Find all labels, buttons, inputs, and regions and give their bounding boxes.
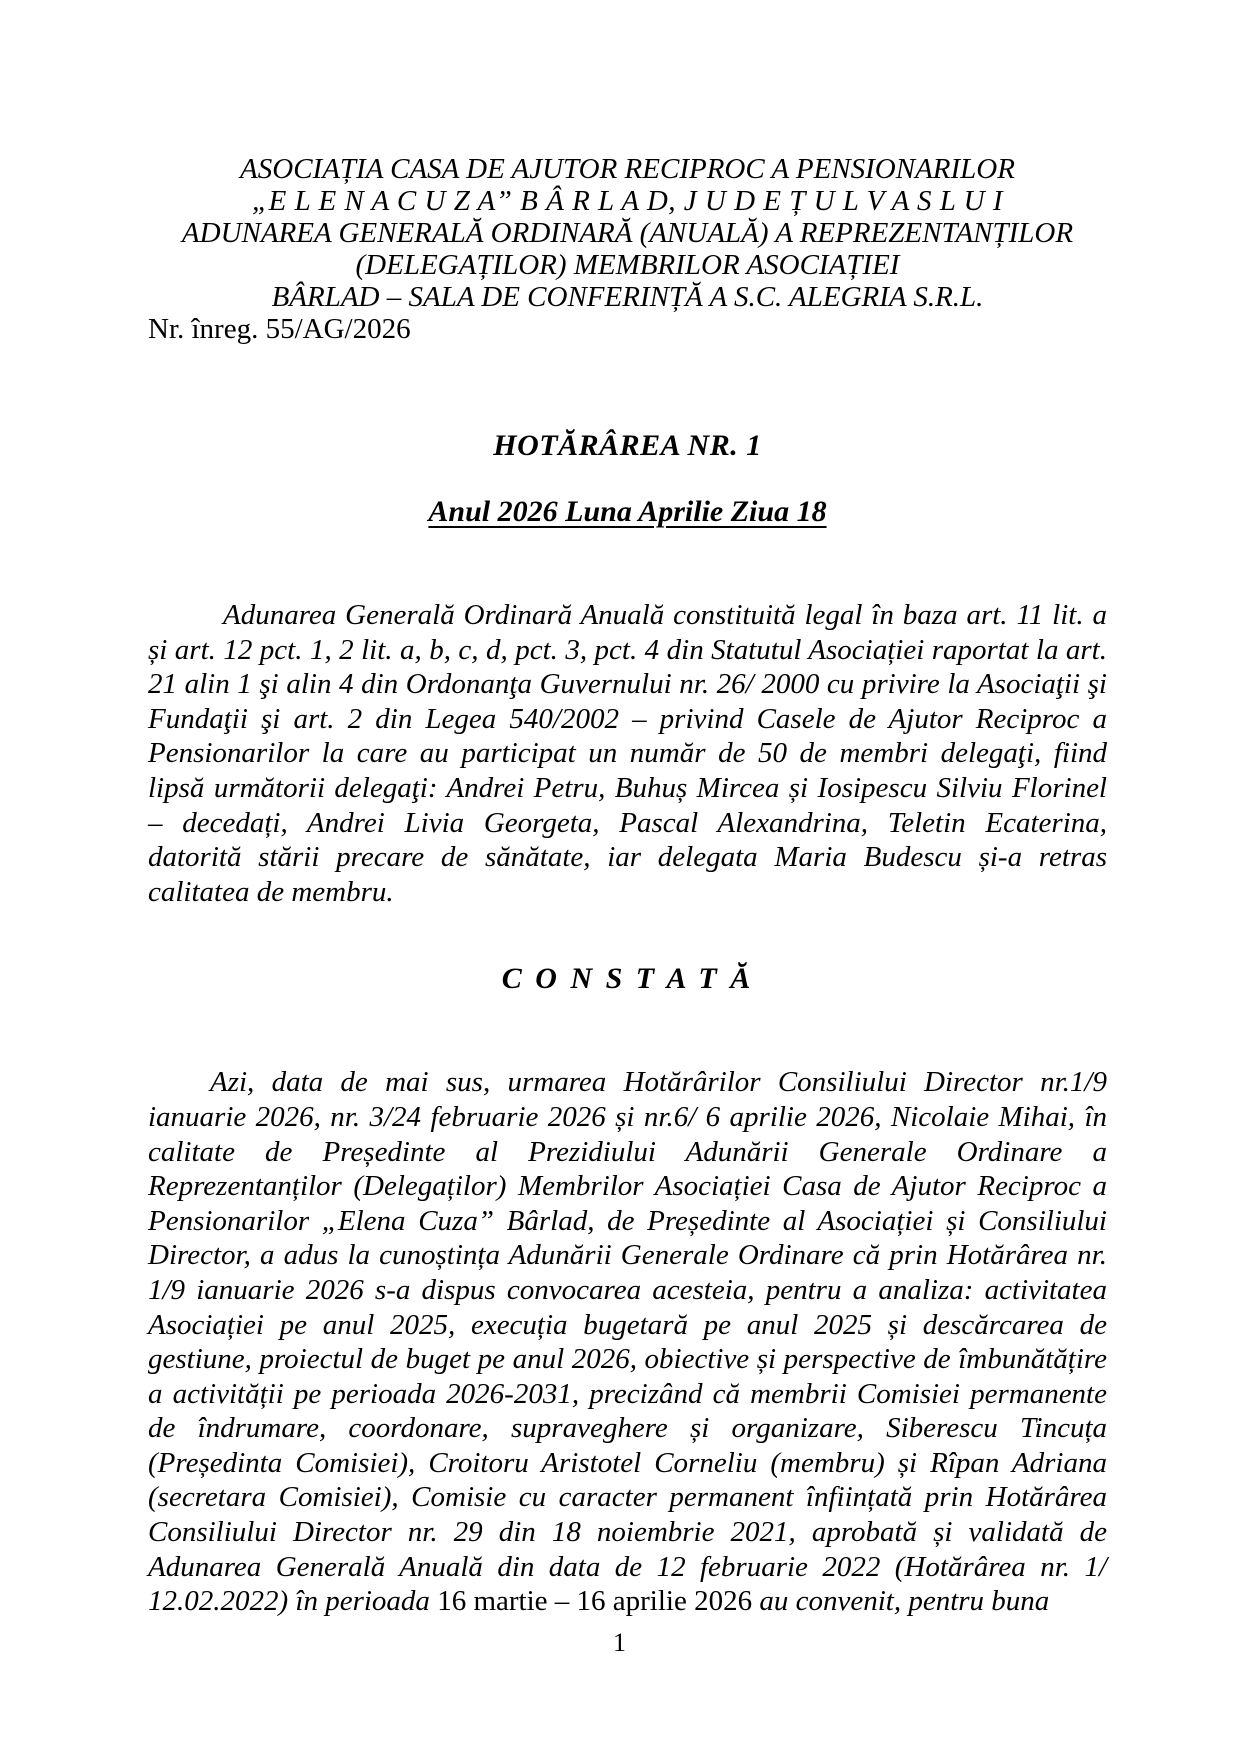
header-association-subname: „E L E N A C U Z A” B Â R L A D, J U D E Ț U L V A S L U I bbox=[252, 185, 1003, 217]
decision-title: HOTĂRÂREA NR. 1 bbox=[493, 429, 762, 462]
header-association-name: ASOCIAȚIA CASA DE AJUTOR RECIPROC A PENSIONARILOR bbox=[240, 153, 1015, 185]
decision-date-line: Anul 2026 Luna Aprilie Ziua 18 bbox=[428, 495, 827, 528]
findings-text-after-dates: au convenit, pentru buna bbox=[752, 1585, 1050, 1618]
header-location-line: BÂRLAD – SALA DE CONFERINȚĂ A S.C. ALEGRIA S.R.L. bbox=[271, 281, 984, 313]
document-header bbox=[148, 153, 1107, 313]
paragraph-legal-basis: Adunarea Generală Ordinară Anuală constituită legal în baza art. 11 lit. a și art. 12 pct. 1, 2 lit. a, b, c, d, pct. 3, pct. 4 din Statutul Asociației raportat la art. 21 alin 1 şi alin 4 din Ordonanţa Guvernului nr. 26/ 2000 cu privire la Asociaţii şi Fundaţii şi art. 2 din Legea 540/2002 – privind Casele de Ajutor Reciproc a Pensionarilor la care au participat un număr de 50 de membri delegaţi, fiind lipsă următorii delegaţi: Andrei Petru, Buhuș Mircea și Iosipescu Silviu Florinel – decedați, Andrei Livia Georgeta, Pascal Alexandrina, Teletin Ecaterina, datorită stării precare de sănătate, iar delegata Maria Budescu și-a retras calitatea de membru. bbox=[148, 599, 1107, 908]
findings-text-before-dates: Azi, data de mai sus, urmarea Hotărârilor Consiliului Director nr.1/9 ianuarie 2026, nr. 3/24 februarie 2026 și nr.6/ 6 aprilie 2026, Nicolaie Mihai, în calitate de Președinte al Prezidiului Adunării Generale Ordinare a Reprezentanților (Delegaților) Membrilor Asociației Casa de Ajutor Reciproc a Pensionarilor „Elena Cuza” Bârlad, de Președinte al Asociației și Consiliului Director, a adus la cunoștința Adunării Generale Ordinare că prin Hotărârea nr. 1/9 ianuarie 2026 s-a dispus convocarea acesteia, pentru a analiza: activitatea Asociației pe anul 2025, execuția bugetară pe anul 2025 și descărcarea de gestiune, proiectul de buget pe anul 2026, obiective și perspective de îmbunătățire a activității pe perioada 2026-2031, precizând că membrii Comisiei permanente de îndrumare, coordonare, supraveghere și organizare, Siberescu Tincuța (Președinta Comisiei), Croitoru Aristotel Corneliu (membru) și Rîpan Adriana (secretara Comisiei), Comisie cu caracter permanent înființată prin Hotărârea Consiliului Director nr. 29 din 18 noiembrie 2021, aprobată și validată de Adunarea Generală Anuală din data de 12 februarie 2022 (Hotărârea nr. 1/ 12.02.2022) în perioada bbox=[148, 1066, 1107, 1618]
paragraph-findings bbox=[148, 1065, 1107, 1619]
header-delegates-line: (DELEGAȚILOR) MEMBRILOR ASOCIAȚIEI bbox=[355, 249, 900, 281]
registration-number: Nr. înreg. 55/AG/2026 bbox=[148, 313, 411, 345]
section-heading-constata: C O N S T A T Ă bbox=[501, 962, 754, 996]
header-assembly-line: ADUNAREA GENERALĂ ORDINARĂ (ANUALĂ) A REPREZENTANȚILOR bbox=[181, 217, 1074, 249]
page-number: 1 bbox=[613, 1628, 626, 1657]
findings-period-dates: 16 martie – 16 aprilie 2026 bbox=[437, 1585, 753, 1618]
